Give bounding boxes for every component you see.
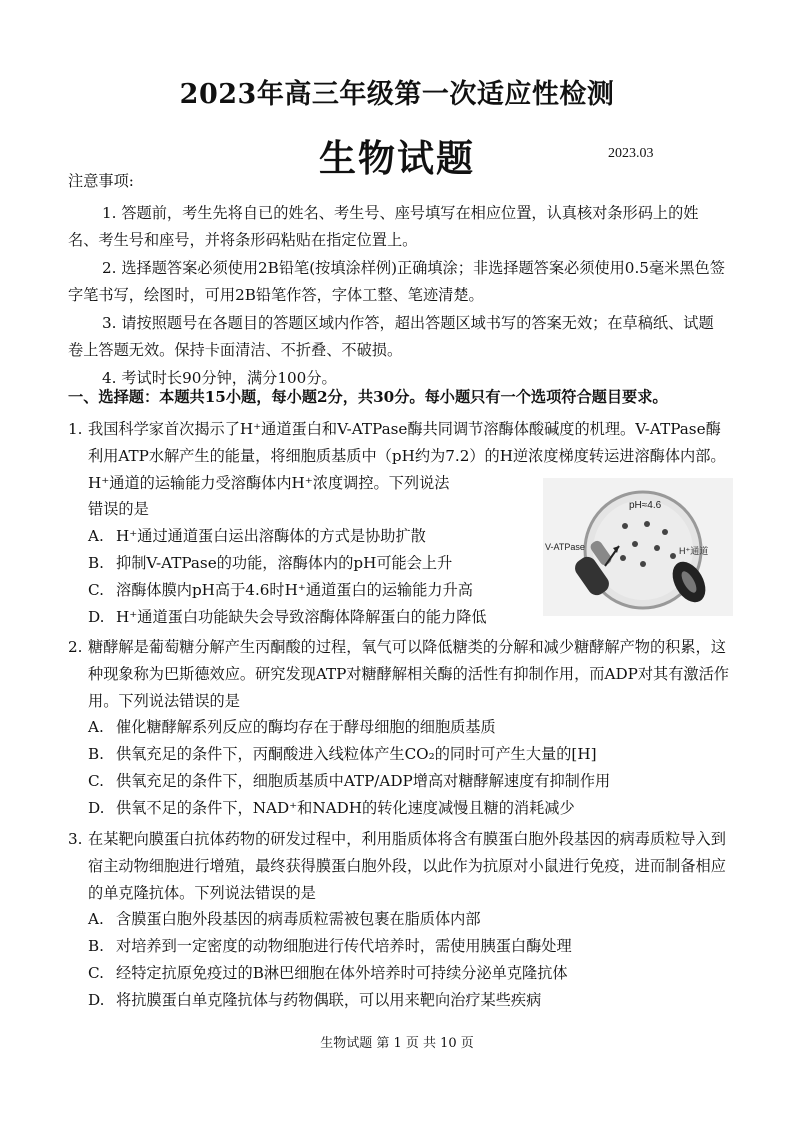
question-number: 2. xyxy=(68,638,83,656)
option-text: 对培养到一定密度的动物细胞进行传代培养时，需使用胰蛋白酶处理 xyxy=(116,937,572,956)
question-stem xyxy=(68,634,730,714)
proton-dot xyxy=(632,541,638,547)
notice-item: 3. 请按照题号在各题目的答题区域内作答，超出答题区域书写的答案无效；在草稿纸、试题卷上答题无效。保持卡面清洁、不折叠、不破损。 xyxy=(68,314,714,359)
question-2 xyxy=(68,634,730,822)
question-stem-text: 我国科学家首次揭示了H⁺通道蛋白和V-ATPase酶共同调节溶酶体酸碱度的机理。V-ATPase酶利用ATP水解产生的能量，将细胞质基质中（pH约为7.2）的H逆浓度梯度转运进溶酶体内部。H⁺通道的运输能力受溶酶体内H⁺浓度调控。下列说法 xyxy=(88,420,726,492)
option-text: 抑制V-ATPase的功能，溶酶体内的pH可能会上升 xyxy=(116,553,453,572)
option-letter: D. xyxy=(88,607,105,626)
option-letter: A. xyxy=(88,527,104,546)
notice-list xyxy=(68,200,728,394)
question-3 xyxy=(68,826,730,1014)
section-heading: 一、选择题：本题共15小题，每小题2分，共30分。每小题只有一个选项符合题目要求。 xyxy=(68,388,668,406)
option-letter: B. xyxy=(88,745,104,764)
option-letter: D. xyxy=(88,798,105,817)
option-text: 经特定抗原免疫过的B淋巴细胞在体外培养时可持续分泌单克隆抗体 xyxy=(116,963,568,982)
option-b[interactable] xyxy=(68,933,730,960)
proton-dot xyxy=(654,545,660,551)
option-b[interactable] xyxy=(68,741,730,768)
proton-dot xyxy=(640,561,646,567)
option-letter: D. xyxy=(88,990,105,1009)
option-text: H⁺通过通道蛋白运出溶酶体的方式是协助扩散 xyxy=(116,527,426,546)
v-atpase-label: V-ATPase xyxy=(545,542,585,552)
proton-dot xyxy=(620,555,626,561)
option-a[interactable] xyxy=(68,906,730,933)
option-text: H⁺通道蛋白功能缺失会导致溶酶体降解蛋白的能力降低 xyxy=(116,607,487,626)
notice-heading: 注意事项: xyxy=(68,172,134,190)
option-text: 供氧充足的条件下，丙酮酸进入线粒体产生CO₂的同时可产生大量的[H] xyxy=(116,745,597,764)
ph-label: pH≈4.6 xyxy=(629,500,662,511)
notice-item: 4. 考试时长90分钟，满分100分。 xyxy=(102,369,337,387)
option-list xyxy=(68,906,730,1013)
question-stem-text: 在某靶向膜蛋白抗体药物的研发过程中，利用脂质体将含有膜蛋白胞外段基因的病毒质粒导入到宿主动物细胞进行增殖，最终获得膜蛋白胞外段，以此作为抗原对小鼠进行免疫，进而制备相应的单克隆抗体。下列说法错误的是 xyxy=(88,830,726,902)
question-stem-tail: 错误的是 xyxy=(88,500,149,519)
option-d[interactable] xyxy=(68,795,730,822)
option-letter: C. xyxy=(88,580,104,599)
option-text: 将抗膜蛋白单克隆抗体与药物偶联，可以用来靶向治疗某些疾病 xyxy=(116,990,542,1009)
subject-title: 生物试题 xyxy=(319,136,475,180)
option-a[interactable] xyxy=(68,714,730,741)
question-number: 1. xyxy=(68,420,83,438)
exam-title: 2023年高三年级第一次适应性检测 xyxy=(179,79,615,110)
channel-label: H⁺通道 xyxy=(679,546,709,556)
option-d[interactable] xyxy=(68,987,730,1014)
option-c[interactable] xyxy=(68,768,730,795)
proton-dot xyxy=(644,521,650,527)
exam-date: 2023.03 xyxy=(608,146,654,161)
option-letter: C. xyxy=(88,963,104,982)
option-letter: A. xyxy=(88,718,104,737)
proton-dot xyxy=(622,523,628,529)
option-text: 含膜蛋白胞外段基因的病毒质粒需被包裹在脂质体内部 xyxy=(116,910,481,929)
proton-dot xyxy=(662,529,668,535)
option-text: 供氧充足的条件下，细胞质基质中ATP/ADP增高对糖酵解速度有抑制作用 xyxy=(116,771,611,790)
option-list xyxy=(68,714,730,821)
page-footer: 生物试题 第 1 页 共 10 页 xyxy=(320,1036,474,1051)
notice-item: 2. 选择题答案必须使用2B铅笔(按填涂样例)正确填涂；非选择题答案必须使用0.5毫米黑色签字笔书写，绘图时，可用2B铅笔作答，字体工整、笔迹清楚。 xyxy=(68,259,725,304)
option-letter: A. xyxy=(88,910,104,929)
proton-dot xyxy=(670,553,676,559)
option-text: 供氧不足的条件下，NAD⁺和NADH的转化速度减慢且糖的消耗减少 xyxy=(116,798,575,817)
question-number: 3. xyxy=(68,830,83,848)
option-c[interactable] xyxy=(68,960,730,987)
option-letter: C. xyxy=(88,771,104,790)
question-stem-text: 糖酵解是葡萄糖分解产生丙酮酸的过程，氧气可以降低糖类的分解和减少糖酵解产物的积累，这种现象称为巴斯德效应。研究发现ATP对糖酵解相关酶的活性有抑制作用，而ADP对其有激活作用。下列说法错误的是 xyxy=(88,638,729,710)
lysosome-figure xyxy=(543,478,733,616)
option-text: 溶酶体膜内pH高于4.6时H⁺通道蛋白的运输能力升高 xyxy=(116,580,473,599)
question-stem xyxy=(68,826,730,906)
option-letter: B. xyxy=(88,553,104,572)
lysosome-illustration xyxy=(543,478,733,616)
notice-item: 1. 答题前，考生先将自已的姓名、考生号、座号填写在相应位置，认真核对条形码上的姓名、考生号和座号，并将条形码粘贴在指定位置上。 xyxy=(68,204,699,249)
option-letter: B. xyxy=(88,937,104,956)
option-text: 催化糖酵解系列反应的酶均存在于酵母细胞的细胞质基质 xyxy=(116,718,496,737)
